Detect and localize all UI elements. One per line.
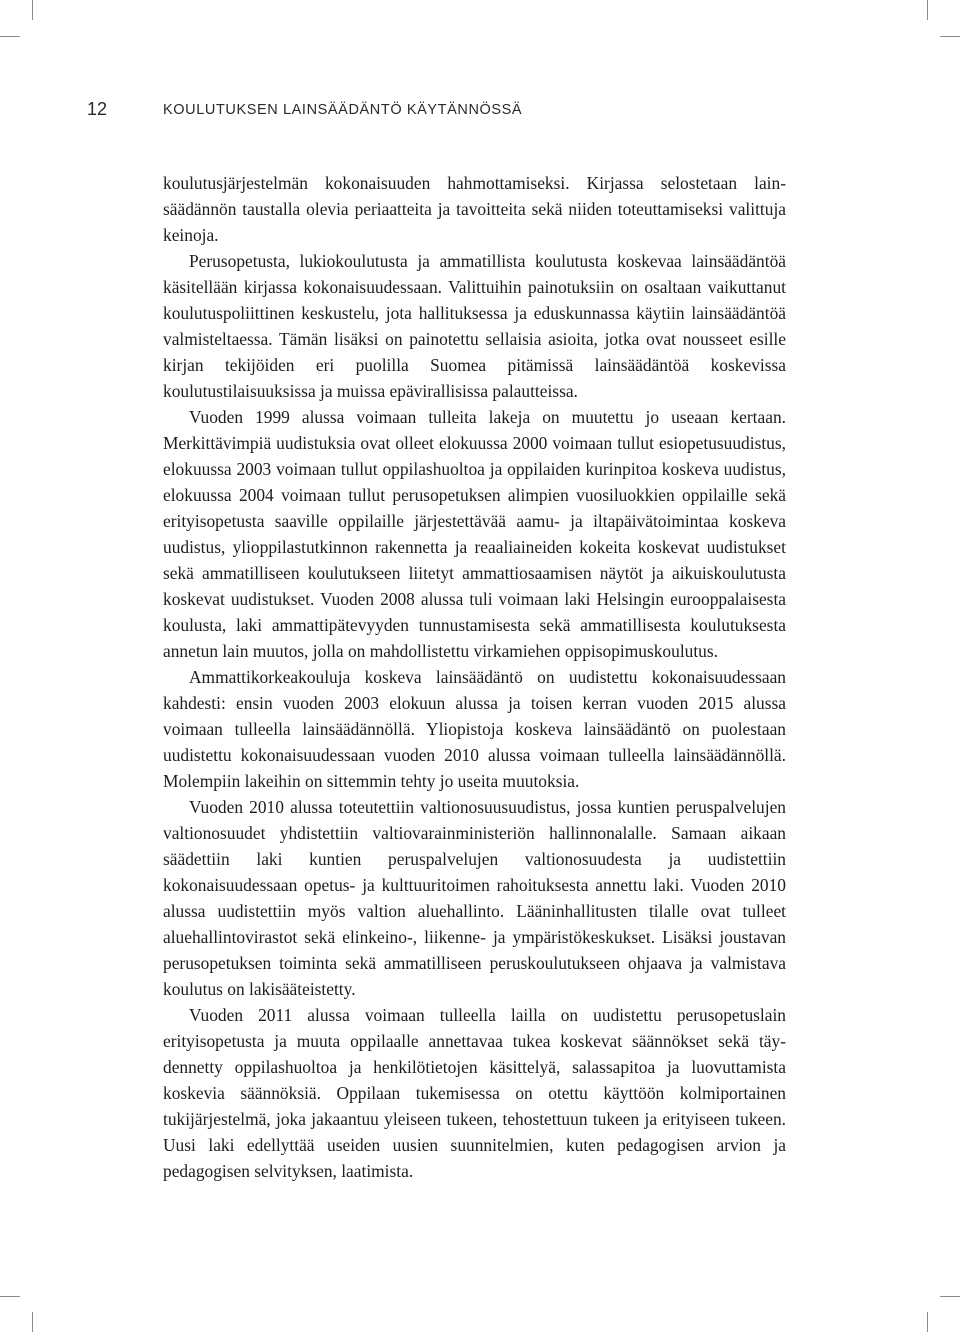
paragraph-5: Vuoden 2010 alussa toteutettiin valtionosuusuudistus, jossa kuntien peruspalvelujen valtionosuudet yhdistettiin valtiovarainministeriön hallinnonalalle. Samaan aikaan säädettiin laki kuntien peruspalvelujen valtionosuudesta ja uudistettiin kokonaisuudessaan opetus- ja kulttuuritoimen rahoituksesta annettu laki. Vuoden 2010 alussa uudistettiin myös valtion aluehallinto. Lääninhallitusten tilalle ovat tulleet aluehallintovirastot sekä elinkeino-, liikenne- ja ympäristökeskukset. Lisäksi joustavan perusopetuksen toiminta sekä ammatilliseen peruskoulutukseen ohjaava ja valmistava koulutus on lakisääteistetty. xyxy=(163,797,786,999)
crop-mark-bottom-right-vertical xyxy=(927,1312,928,1332)
paragraph-6: Vuoden 2011 alussa voimaan tulleella lailla on uudistettu perusopetuslain erityisopetusta ja muuta oppilaalle annettavaa tukea koskevat säännökset sekä täydennetty oppilashuoltoa ja henkilötietojen käsittelyä, salassapitoa ja luovuttamista koskevia säännöksiä. Oppilaan tukemisessa on otettu käyttöön kolmiportainen tukijärjestelmä, joka jakaantuu yleiseen tukeen, tehostettuun tukeen ja erityiseen tukeen. Uusi laki edellyttää useiden uusien suunnitelmien, kuten pedagogisen arvion ja pedagogisen selvityksen, laatimista. xyxy=(163,1005,786,1181)
page-number: 12 xyxy=(87,99,108,119)
crop-mark-top-right-vertical xyxy=(927,0,928,20)
crop-mark-bottom-left-vertical xyxy=(32,1312,33,1332)
crop-mark-top-left-horizontal xyxy=(0,36,20,37)
crop-mark-top-right-horizontal xyxy=(940,36,960,37)
paragraph-2: Perusopetusta, lukiokoulutusta ja ammatillista koulutusta koskevaa lainsäädäntöä käsitellään kirjassa kokonaisuudessaan. Valittuihin painotuksiin on osaltaan vaikuttanut koulutuspoliittinen keskustelu, jota hallituksessa ja eduskunnassa käytiin lainsäädäntöä valmisteltaessa. Tämän lisäksi on painotettu sellaisia asioita, jotka ovat nousseet esille kirjan tekijöiden eri puolilla Suomea pitämissä lainsäädäntöä koskevissa koulutustilaisuuksissa ja muissa epävirallisissa palautteissa. xyxy=(163,251,786,401)
body-text xyxy=(163,170,786,1184)
paragraph-3: Vuoden 1999 alussa voimaan tulleita lakeja on muutettu jo useaan kertaan. Merkittävimpiä uudistuksia ovat olleet elokuussa 2000 voimaan tullut esiopetusuudistus, elokuussa 2003 voimaan tullut oppilashuoltoa ja oppilaiden kurinpitoa koskeva uudistus, elokuussa 2004 voimaan tullut perusopetuksen alimpien vuosiluokkien oppilaille sekä erityisopetusta saaville oppilaille järjestettävää aamu- ja iltapäivätoimintaa koskeva uudistus, ylioppilastutkinnon rakennetta ja reaaliaineiden kokeita koskevat uudistukset sekä ammatilliseen koulutukseen liitetyt ammattiosaamisen näytöt ja aikuiskoulutusta koskevat uudistukset. Vuoden 2008 alussa tuli voimaan laki Helsingin eurooppalaisesta koulusta, laki ammattipätevyyden tunnustamisesta sekä ammatillisesta koulutuksesta annetun lain muutos, jolla on mahdollistettu virkamiehen oppisopimuskoulutus. xyxy=(163,407,786,661)
crop-mark-bottom-left-horizontal xyxy=(0,1296,20,1297)
crop-mark-top-left-vertical xyxy=(32,0,33,20)
paragraph-1: koulutusjärjestelmän kokonaisuuden hahmottamiseksi. Kirjassa selostetaan lainsäädännön taustalla olevia periaatteita ja tavoitteita sekä niiden toteuttamiseksi valittuja keinoja. xyxy=(163,173,786,245)
running-head xyxy=(0,98,960,122)
crop-mark-bottom-right-horizontal xyxy=(940,1296,960,1297)
chapter-title: KOULUTUKSEN LAINSÄÄDÄNTÖ KÄYTÄNNÖSSÄ xyxy=(163,102,523,118)
paragraph-4: Ammattikorkeakouluja koskeva lainsäädäntö on uudistettu kokonaisuudessaan kahdesti: ensin vuoden 2003 elokuun alussa ja toisen kerran vuoden 2015 alussa voimaan tulleella lainsäädännöllä. Yliopistoja koskeva lainsäädäntö on puolestaan uudistettu kokonaisuudessaan vuoden 2010 alussa voimaan tulleella lainsäädännöllä. Molempiin lakeihin on sittemmin tehty jo useita muutoksia. xyxy=(163,667,786,791)
